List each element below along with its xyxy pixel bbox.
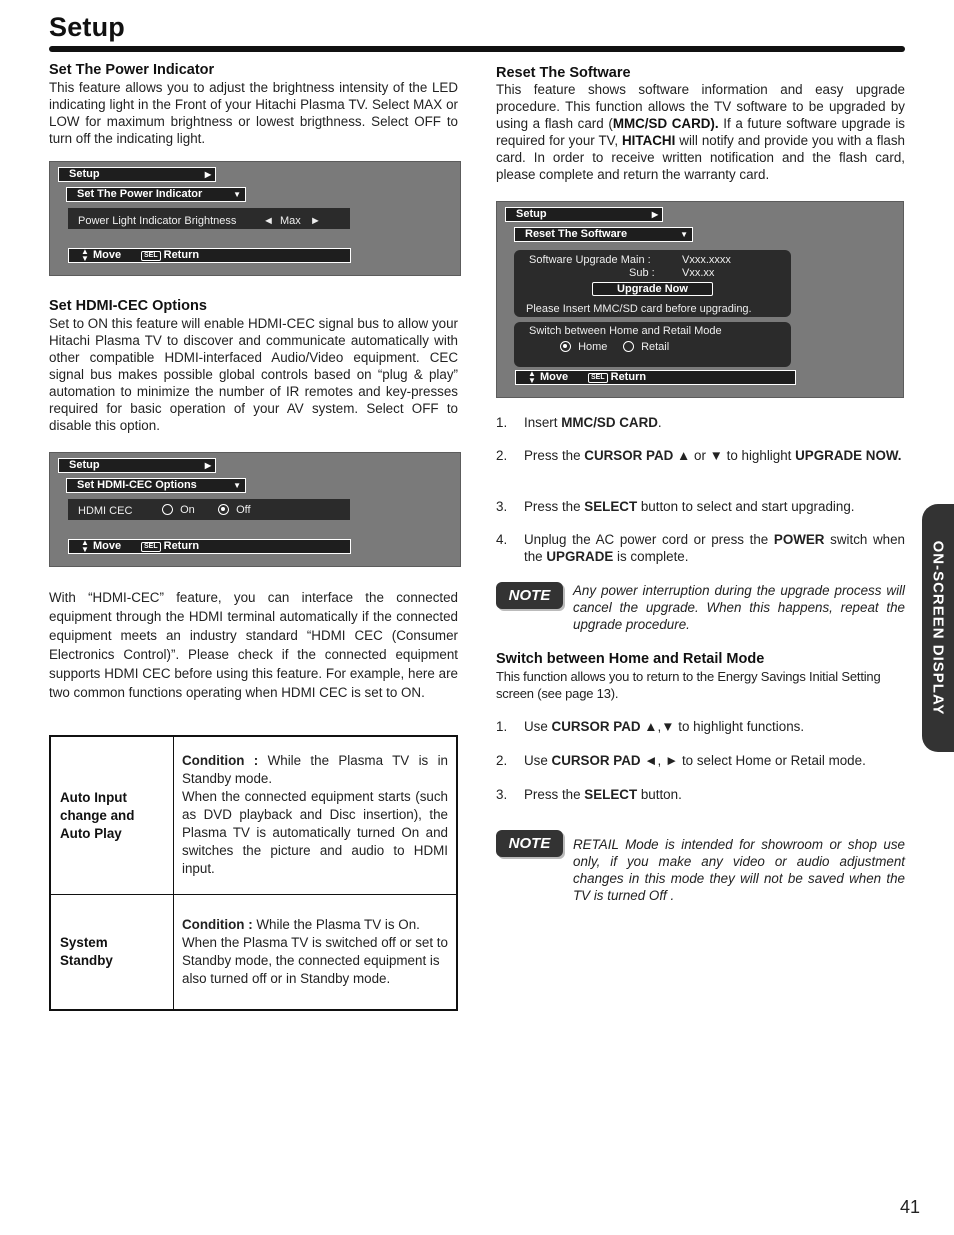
reset-body-text: If a future software upgrade is required for your TV, bbox=[496, 116, 906, 148]
nav-move-label: Move bbox=[93, 249, 122, 261]
step-text: Unplug the AC power cord or press the bbox=[524, 532, 774, 547]
table-cell-text: System bbox=[60, 935, 108, 950]
hdmi-body2: With “HDMI-CEC” feature, you can interface the connected equipment through the HDMI terminal automatically if the connected equipment meets an industry standard “HDMI CEC (Consumer Electronics Control)”. Please check if the connected equipment supports HDMI CEC before using this feature. For example, here are two common functions operating when HDMI CEC is set to ON. bbox=[49, 590, 458, 700]
condition-label: Condition : bbox=[182, 753, 259, 768]
mode-body: This function allows you to return to the Energy Savings Initial Setting screen (see page 13). bbox=[496, 669, 881, 701]
osd-menu-setup[interactable] bbox=[505, 207, 663, 222]
sub-version-value: Vxx.xx bbox=[682, 267, 715, 279]
title-rule bbox=[49, 46, 905, 52]
note-badge: NOTE bbox=[496, 582, 563, 609]
osd-item-label: HDMI CEC bbox=[78, 505, 133, 517]
osd-nav-bar bbox=[515, 370, 796, 385]
step-bold: UPGRADE NOW. bbox=[795, 448, 902, 463]
reset-body bbox=[496, 81, 905, 183]
step-bold: SELECT bbox=[584, 787, 638, 802]
radio-home-label: Home bbox=[578, 341, 608, 353]
hdmi-osd-panel bbox=[49, 452, 461, 567]
up-down-icon: ▲ ▼ bbox=[528, 369, 536, 385]
step-text: Use bbox=[524, 753, 552, 768]
insert-card-message: Please Insert MMC/SD card before upgrading. bbox=[526, 303, 752, 315]
upgrade-now-button[interactable]: Upgrade Now bbox=[592, 282, 713, 296]
step-bold: CURSOR PAD bbox=[551, 719, 641, 734]
hdmi-body: Set to ON this feature will enable HDMI-CEC signal bus to allow your Hitachi Plasma TV to discover and communicate automatically with other compatible HDMI-interfaced Audio/Video equipment. CEC signal bus makes possible global controls based on “plug & play” automation to minimize the number of IR remotes and key-presses required for basic operation of your AV system. Select OFF to disable this option. bbox=[49, 316, 458, 433]
osd-submenu-label: Set The Power Indicator bbox=[77, 188, 203, 200]
main-version-value: Vxxx.xxxx bbox=[682, 254, 731, 266]
osd-item-value: Max bbox=[280, 215, 301, 227]
step-bold: CURSOR PAD bbox=[551, 753, 641, 768]
sel-key-icon: SEL bbox=[141, 251, 161, 261]
step-number: 1. bbox=[496, 719, 508, 734]
osd-submenu[interactable] bbox=[514, 227, 693, 242]
description-text: When the Plasma TV is switched off or set to Standby mode, the connected equipment is also turned off or in Standby mode. bbox=[182, 935, 448, 986]
step-number: 3. bbox=[496, 787, 508, 802]
step-text: button to select and start upgrading. bbox=[637, 499, 855, 514]
arrow-right-icon: ► bbox=[310, 215, 321, 227]
radio-empty-icon bbox=[623, 341, 634, 352]
radio-selected-icon bbox=[560, 341, 571, 352]
hdmi-heading: Set HDMI-CEC Options bbox=[49, 298, 207, 314]
nav-return-label: Return bbox=[163, 249, 200, 261]
step-text: Press the bbox=[524, 787, 585, 802]
radio-off[interactable] bbox=[218, 503, 251, 517]
upgrade-note: Any power interruption during the upgrade process will cancel the upgrade. When this happens, repeat the upgrade procedure. bbox=[573, 583, 905, 632]
osd-menu-setup[interactable] bbox=[58, 458, 216, 473]
step-text: ▲,▼ to highlight functions. bbox=[640, 719, 805, 734]
condition-text: While the Plasma TV is On. bbox=[256, 917, 420, 932]
table-row-1-name bbox=[60, 789, 134, 843]
osd-menu-label: Setup bbox=[69, 459, 100, 471]
radio-retail[interactable] bbox=[623, 341, 669, 353]
table-row-2-desc bbox=[182, 916, 448, 988]
chevron-right-icon: ▶ bbox=[204, 170, 211, 179]
radio-home[interactable] bbox=[560, 341, 607, 353]
sub-version-label: Sub : bbox=[629, 267, 655, 279]
step-text: Insert bbox=[524, 415, 562, 430]
reset-body-bold: MMC/SD CARD). bbox=[612, 116, 719, 131]
osd-menu-setup[interactable] bbox=[58, 167, 216, 182]
radio-selected-icon bbox=[218, 504, 229, 515]
description-text: When the connected equipment starts (such as DVD playback and Disc insertion), the Plasma TV is automatically turned On and switches the picture and audio to HDMI input. bbox=[182, 789, 448, 876]
reset-osd-panel bbox=[496, 201, 904, 398]
power-body: This feature allows you to adjust the brightness intensity of the LED indicating light in the Front of your Hitachi Plasma TV. Select MAX or LOW for maximum brightness or lowest brigthness. Select OFF to turn off the indicating light. bbox=[49, 80, 458, 146]
step-text: Press the bbox=[524, 448, 585, 463]
chevron-down-icon: ▼ bbox=[680, 230, 688, 239]
chevron-down-icon: ▼ bbox=[233, 481, 241, 490]
up-down-icon: ▲ ▼ bbox=[81, 247, 89, 263]
step-text: button. bbox=[637, 787, 682, 802]
step-text: ◄, ► to select Home or Retail mode. bbox=[640, 753, 866, 768]
reset-heading: Reset The Software bbox=[496, 65, 631, 81]
side-tab-label: ON-SCREEN DISPLAY bbox=[929, 540, 947, 716]
step-number: 2. bbox=[496, 753, 508, 768]
sel-key-icon: SEL bbox=[588, 373, 608, 383]
step-text: ▲ or ▼ to highlight bbox=[673, 448, 796, 463]
reset-body-bold: HITACHI bbox=[622, 133, 676, 148]
osd-nav-bar bbox=[68, 248, 351, 263]
power-osd-panel bbox=[49, 161, 461, 276]
osd-item-label: Power Light Indicator Brightness bbox=[78, 215, 237, 227]
step-text: is complete. bbox=[613, 549, 689, 564]
nav-move-label: Move bbox=[540, 371, 569, 383]
chevron-down-icon: ▼ bbox=[233, 190, 241, 199]
step-text: switch when the bbox=[524, 532, 905, 564]
arrow-left-icon: ◄ bbox=[263, 215, 274, 227]
step-number: 1. bbox=[496, 415, 508, 430]
step-text: Use bbox=[524, 719, 552, 734]
mode-switch-box bbox=[514, 322, 791, 367]
nav-move-label: Move bbox=[93, 540, 122, 552]
osd-submenu[interactable] bbox=[66, 478, 246, 493]
step-bold: MMC/SD CARD bbox=[561, 415, 658, 430]
step-bold: CURSOR PAD bbox=[584, 448, 674, 463]
table-divider-vertical bbox=[173, 737, 174, 1009]
osd-item-hdmi-cec bbox=[68, 499, 350, 520]
chevron-right-icon: ▶ bbox=[651, 210, 658, 219]
page-number: 41 bbox=[900, 1197, 921, 1217]
table-cell-text: change and bbox=[60, 808, 135, 823]
radio-empty-icon bbox=[162, 504, 173, 515]
power-heading: Set The Power Indicator bbox=[49, 62, 215, 78]
retail-note: RETAIL Mode is intended for showroom or shop use only, if you make any video or audio adjustment changes in this mode they will not be saved when the TV is turned Off . bbox=[573, 837, 905, 903]
radio-on[interactable] bbox=[162, 503, 195, 517]
nav-return-label: Return bbox=[610, 371, 647, 383]
step-number: 2. bbox=[496, 448, 508, 463]
osd-submenu-label: Set HDMI-CEC Options bbox=[77, 479, 197, 491]
reset-body-text: will notify and provide you with a flash card. In order to receive written notification and the flash card, please complete and return the warranty card. bbox=[496, 133, 906, 182]
table-row-1-desc bbox=[182, 752, 448, 878]
main-version-label: Software Upgrade Main : bbox=[529, 254, 651, 266]
page-title: Setup bbox=[49, 12, 126, 42]
osd-submenu[interactable] bbox=[66, 187, 246, 202]
step-text: . bbox=[657, 415, 662, 430]
table-cell-text: Auto Play bbox=[60, 826, 122, 841]
radio-off-label: Off bbox=[236, 504, 251, 516]
mode-heading: Switch between Home and Retail Mode bbox=[496, 651, 765, 667]
table-cell-text: Auto Input bbox=[60, 790, 127, 805]
sel-key-icon: SEL bbox=[141, 542, 161, 552]
condition-text: While the Plasma TV is in Standby mode. bbox=[182, 753, 448, 786]
step-text: Press the bbox=[524, 499, 585, 514]
osd-menu-label: Setup bbox=[69, 168, 100, 180]
osd-nav-bar bbox=[68, 539, 351, 554]
osd-menu-label: Setup bbox=[516, 208, 547, 220]
table-cell-text: Standby bbox=[60, 953, 113, 968]
step-number: 3. bbox=[496, 499, 508, 514]
reset-body-text: This feature shows software information and easy upgrade procedure. This function allows the TV software to be upgraded by using a flash card ( bbox=[496, 82, 905, 131]
radio-on-label: On bbox=[180, 504, 195, 516]
mode-switch-label: Switch between Home and Retail Mode bbox=[529, 325, 722, 337]
note-badge: NOTE bbox=[496, 830, 563, 857]
step-bold: UPGRADE bbox=[546, 549, 614, 564]
hdmi-cec-functions-table bbox=[49, 735, 458, 1011]
table-row-2-name bbox=[60, 934, 113, 970]
osd-item-brightness[interactable] bbox=[68, 208, 350, 229]
chevron-right-icon: ▶ bbox=[204, 461, 211, 470]
table-divider-horizontal bbox=[51, 894, 456, 895]
up-down-icon: ▲ ▼ bbox=[81, 538, 89, 554]
condition-label: Condition : bbox=[182, 917, 253, 932]
nav-return-label: Return bbox=[163, 540, 200, 552]
section-side-tab bbox=[922, 504, 954, 752]
software-info-box bbox=[514, 250, 791, 317]
step-bold: SELECT bbox=[584, 499, 638, 514]
step-number: 4. bbox=[496, 532, 508, 547]
radio-retail-label: Retail bbox=[641, 341, 670, 353]
step-bold: POWER bbox=[773, 532, 825, 547]
osd-submenu-label: Reset The Software bbox=[525, 228, 628, 240]
